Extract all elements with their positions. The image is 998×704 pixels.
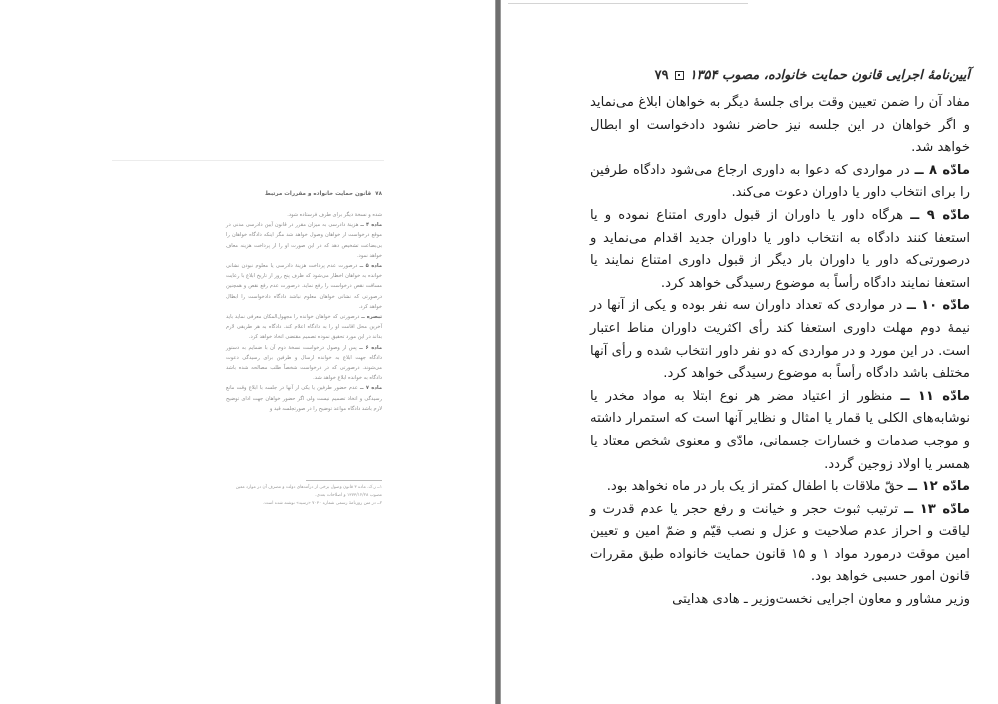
page-top-edge (508, 3, 748, 4)
footnote-divider (306, 480, 382, 481)
article-13: مادّه ۱۳ ــ ترتیب ثبوت حجر و خیانت و رفع حجر یا عدم قدرت و لیاقت و احراز عدم صلاحیت و عزل و نصب قیّم و ضمّ امین و تعیین امین موقت درمورد مواد ۱ و ۱۵ قانون حمایت خانواده طبق مقررات قانون امور حسبی خواهد بود. (590, 501, 970, 585)
paragraph: ماده ۴ ــ هزینهٔ دادرسی به میزان مقرر در قانون آیین دادرسی مدنی در موقع درخواست از خواهان وصول خواهد شد مگر اینکه دادگاه خواهان را بی‌بضاعت تشخیص دهد که در این صورت او را از پرداخت هزینه معاف خواهد نمود. (226, 222, 382, 259)
paragraph: تبصره ــ درصورتی که خواهان خوانده را مجهول‌المکان معرفی نماید باید آخرین محل اقامت او را به دادگاه اعلام کند. دادگاه به هر طریقی لازم بداند در این مورد تحقیق نموده تصمیم مقتضی اتخاذ خواهد کرد. (226, 314, 382, 341)
page-bleed-line (112, 160, 384, 161)
signature-line: وزیر مشاور و معاون اجرایی نخست‌وزیر ـ هادی هدایتی (672, 592, 970, 608)
right-page-running-title: آیین‌نامهٔ اجرایی قانون حمایت خانواده، مصوب ۱۳۵۴ (689, 67, 970, 83)
left-page-number: ۷۸ (375, 191, 382, 197)
left-page-header (226, 187, 382, 201)
left-page-running-title: قانون حمایت خانواده و مقررات مرتبط (265, 191, 372, 197)
article-9: مادّه ۹ ــ هرگاه داور یا داوران از قبول داوری امتناع نموده و یا استعفا کنند دادگاه به انتخاب داور یا داوران جدید اقدام می‌نماید و درصورتی‌که داور یا داوران بار دیگر از قبول داوری امتناع نمایند یا استعفا نمایند دادگاه رأساً به موضوع رسیدگی خواهد کرد. (590, 207, 971, 291)
right-page-header (590, 64, 970, 86)
footnote: ۲ــ در متن روزنامهٔ رسمی شماره ۷۰۳۰ «رسید» نوشته شده است. (263, 501, 382, 506)
right-page-number: ۷۹ (654, 67, 669, 83)
article-10: مادّه ۱۰ ــ در مواردی که تعداد داوران سه نفر بوده و یکی از آنها در نیمهٔ دوم مهلت داوری استعفا کند رأی اکثریت داوران مناط اعتبار است. در این مورد و در مواردی که دو نفر داور انتخاب شده و رأی آنها مختلف باشد دادگاه رأساً به موضوع رسیدگی خواهد کرد. (590, 298, 970, 382)
paragraph: مفاد آن را ضمن تعیین وقت برای جلسهٔ دیگر به خواهان ابلاغ می‌نماید و اگر خواهان در این جلسه نیز حاضر نشود دادخواست او ابطال خواهد شد. (590, 95, 970, 156)
left-page (0, 0, 496, 704)
footnote: ۱ــ ر.ک. ماده ۳ قانون وصول برخی از درآمدهای دولت و مصرف آن در موارد معین مصوب ۱۳۷۳/۱۲/۲۸ و اصلاحات بعدی. (235, 485, 382, 498)
left-page-body (226, 210, 382, 414)
footnotes (226, 484, 382, 508)
article-11: مادّه ۱۱ ــ منظور از اعتیاد مضر هر نوع ابتلا به مواد مخدر یا نوشابه‌های الکلی یا قمار یا امثال و نظایر آنها است که استمرار داشته و موجب صدمات و خسارات جسمانی، مادّی و معنوی شخص معتاد یا همسر یا اولاد زوجین گردد. (590, 388, 970, 472)
paragraph: ماده ۵ ــ درصورت عدم پرداخت هزینهٔ دادرسی یا معلوم نبودن نشانی خوانده به خواهان اخطار می‌شود که ظرف پنج روز از تاریخ ابلاغ با رعایت مسافت نقص درخواست را رفع نماید. درصورت عدم رفع نقص و همچنین درصورتی که نشانی خواهان معلوم نباشد دادگاه دادخواست را ابطال خواهد کرد. (226, 263, 382, 310)
square-ornament-icon (675, 71, 684, 80)
paragraph: شده و نسخهٔ دیگر برای طرف فرستاده شود. (287, 212, 382, 218)
paragraph: ماده ۶ ــ پس از وصول درخواست نسخهٔ دوم آن با ضمایم به دستور دادگاه جهت ابلاغ به خوانده ارسال و طرفین برای رسیدگی دعوت می‌شوند. درصورتی که در درخواست شخصاً طلب مصالحه شده باشد دادگاه به خوانده ابلاغ خواهد شد. (226, 344, 382, 382)
right-page-body (590, 92, 970, 612)
article-8: مادّه ۸ ــ در مواردی که دعوا به داوری ارجاع می‌شود دادگاه طرفین را برای انتخاب داور یا داوران دعوت می‌کند. (590, 162, 971, 201)
paragraph: ماده ۷ ــ عدم حضور طرفین یا یکی از آنها در جلسه با ابلاغ وقت مانع رسیدگی و اتخاذ تصمیم نیست ولی اگر حضور خواهان جهت ادای توضیح لازم باشد دادگاه مواعد توضیح را در صورتجلسه قید و (226, 385, 382, 412)
article-12: مادّه ۱۲ ــ حقّ ملاقات با اطفال کمتر از یک بار در ماه نخواهد بود. (606, 479, 970, 495)
